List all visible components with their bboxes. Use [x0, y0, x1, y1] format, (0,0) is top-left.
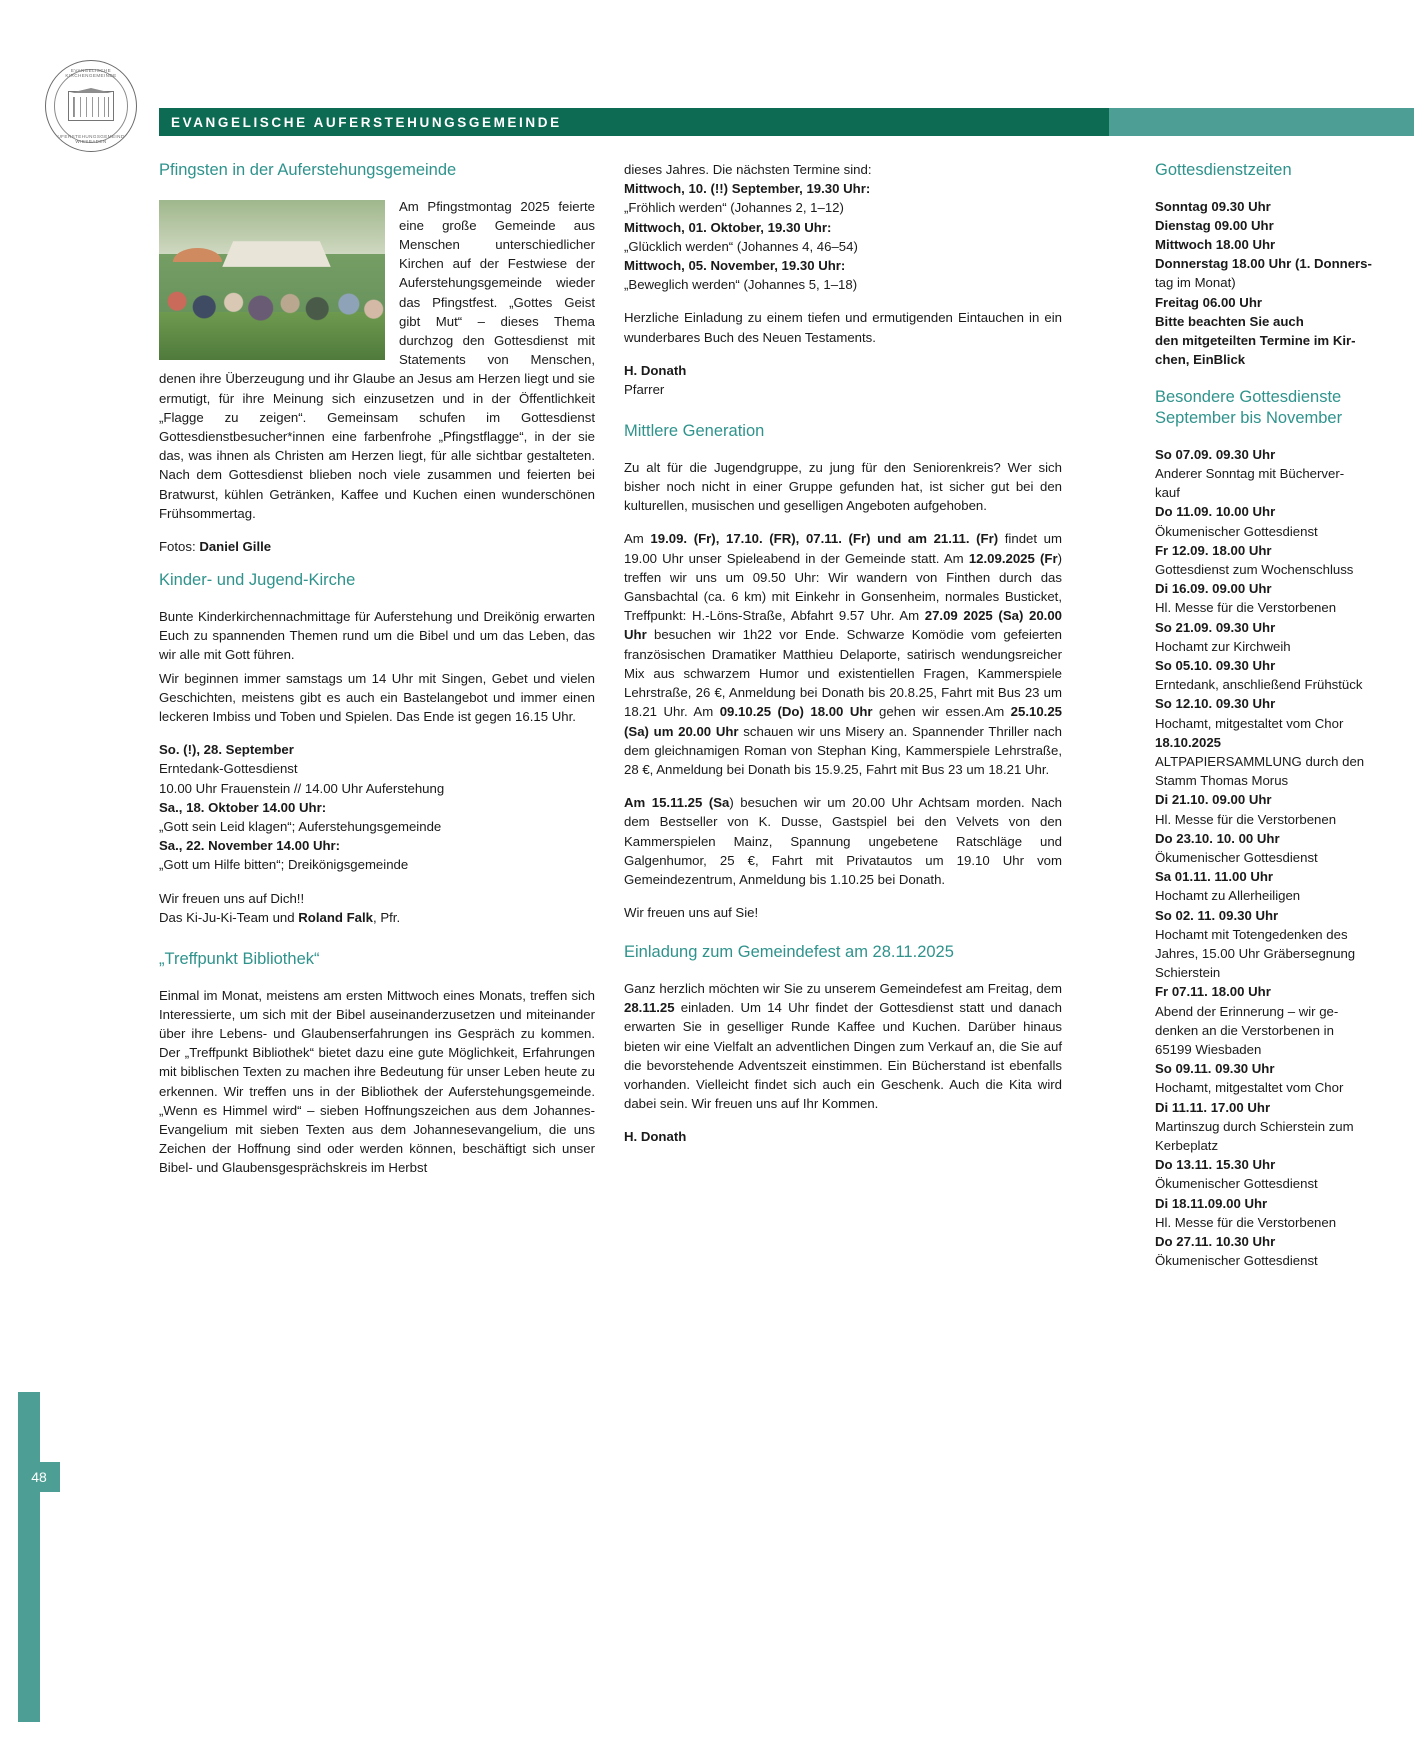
service-date: So 02. 11. 09.30 Uhr [1155, 907, 1279, 923]
service-date: Fr 07.11. 18.00 Uhr [1155, 984, 1271, 1000]
signature-name: H. Donath [624, 362, 687, 378]
seal-bottom-text: AUFERSTEHUNGSGEMEINDE WIESBADEN [54, 134, 128, 144]
photo-credit [159, 537, 595, 556]
column-right [1155, 160, 1413, 1270]
service-date: Do 11.09. 10.00 Uhr [1155, 504, 1276, 520]
service-date: So 21.09. 09.30 Uhr [1155, 619, 1276, 635]
service-date: Do 27.11. 10.30 Uhr [1155, 1234, 1276, 1250]
prog-date: Am 15.11.25 (Sa [624, 795, 730, 811]
service-time-note: tag im Monat) [1155, 275, 1236, 291]
prog-date: 12.09.2025 (Fr [968, 550, 1058, 566]
paragraph-kiju-2: Wir beginnen immer samstags um 14 Uhr mit Singen, Gebet und vielen Geschichten, meistens gibt es auch ein Bastelangebot und immer einen leckeren Imbiss und Toben und Spielen. Das Ende ist gegen 16.15 Uhr. [159, 670, 595, 724]
event-kiju-1 [159, 740, 595, 874]
service-desc: Hochamt zur Kirchweih [1155, 638, 1291, 654]
service-desc: Hochamt, mitgestaltet vom Chor [1155, 1080, 1344, 1096]
service-desc: Hl. Messe für die Verstorbenen [1155, 811, 1337, 827]
service-desc: Schierstein [1155, 965, 1221, 981]
event-date: Sa., 22. November 14.00 Uhr: [159, 838, 341, 854]
prog-date: 09.10.25 (Do) 18.00 Uhr [719, 704, 873, 720]
prog-text: ) treffen wir uns um 09.50 Uhr: Wir wandern von Finthen durch das Gansbachtal (ca. 6 km) mit Einkehr in Gonsenheim, normales Busticket, Treffpunkt: H.-Löns-Straße, Abfahrt 9.57 Uhr. Am [624, 550, 1062, 624]
event-detail: Erntedank-Gottesdienst [159, 761, 298, 777]
seal-church-illustration [68, 91, 114, 121]
paragraph-kiju-closing [159, 889, 595, 927]
prog-text: ) besuchen wir um 20.00 Uhr Achtsam morden. Nach dem Bestseller von K. Dusse, Gastspiel bei den Velvets von den Kammerspielen Mainz, Spannung ungebetene Ratschläge und Galgenhumor, 25 €, Fahrt mit Privatautos um 19.10 Uhr vom Gemeindezentrum, Anmeldung bis 1.10.25 bei Donath. [624, 795, 1062, 887]
column-middle [624, 160, 1062, 1147]
service-time: Sonntag 09.30 Uhr [1155, 198, 1271, 214]
gf-text: einladen. Um 14 Uhr findet der Gottesdienst statt und danach erwarten Sie in geselliger Runde Kaffee und Kuchen. Darüber hinaus bieten wir eine Vielfalt an adventlichen Dingen zum Verkauf an, die Sie auf die bevorstehende Adventszeit einstimmen. Ein Bücherstand ist ebenfalls vorhanden. Vielleicht findet sich auch ein Geschenk. Auch die Kita wird dabei sein. Wir freuen uns auf Ihr Kommen. [624, 1000, 1062, 1112]
service-time: Mittwoch 18.00 Uhr [1155, 237, 1276, 253]
service-desc: Jahres, 15.00 Uhr Gräbersegnung [1155, 945, 1356, 961]
heading-treffpunkt-bibliothek: „Treffpunkt Bibliothek“ [159, 949, 320, 968]
paragraph-gemeindefest [624, 979, 1062, 1113]
heading-besondere-gottesdienste [1155, 387, 1413, 428]
prog-text: findet um 19.00 Uhr unser Spieleabend in der Gemeinde statt. Am [624, 531, 1062, 566]
signature-role: Pfarrer [624, 382, 665, 398]
continuation-text: dieses Jahres. Die nächsten Termine sind: [624, 162, 872, 177]
service-desc: Ökumenischer Gottesdienst [1155, 523, 1318, 539]
event-date: Mittwoch, 05. November, 19.30 Uhr: [624, 258, 846, 274]
gf-date: 28.11.25 [624, 1000, 675, 1016]
page-title: EVANGELISCHE AUFERSTEHUNGSGEMEINDE [171, 114, 562, 130]
service-notice: Bitte beachten Sie auch [1155, 313, 1304, 329]
paragraph-pfingsten: Am Pfingstmontag 2025 feierte eine große Gemeinde aus Menschen unterschiedlicher Kirchen auf der Festwiese der Auferstehungsgemeinde wieder das Pfingstfest. „Gottes Geist gibt Mut“ – dieses Thema durchzog den Gottesdienst mit Statements von Menschen, denen ihre Überzeugung und ihr Glaube an Jesus am Herzen liegt und sie ermutigt, für ihre Meinung sich einzusetzen und in der Öffentlichkeit „Flagge zu zeigen“. Gemeinsam schufen im Gottesdienst Gottesdienstbesucher*innen eine farbenfrohe „Pfingstflagge“, in der sie das, was ihnen als Christen am Herzen liegt, für alle sichtbar gestalteten. Nach dem Gottesdienst blieben noch viele zusammen und feierten bei Bratwurst, kühlen Getränken, Kaffee und Kuchen einen wunderschönen Frühsommertag. [159, 198, 595, 521]
service-time: Donnerstag 18.00 Uhr (1. Donners- [1155, 256, 1372, 272]
prog-text: gehen wir essen.Am [872, 704, 1011, 720]
service-date: Sa 01.11. 11.00 Uhr [1155, 869, 1274, 885]
event-date: Mittwoch, 01. Oktober, 19.30 Uhr: [624, 219, 832, 235]
heading-line-1: Besondere Gottesdienste [1155, 388, 1342, 407]
service-desc: Hl. Messe für die Verstorbenen [1155, 600, 1337, 616]
closing-line-1: Wir freuen uns auf Dich!! [159, 890, 305, 906]
gf-text: Ganz herzlich möchten wir Sie zu unserem Gemeindefest am Freitag, dem [624, 980, 1062, 996]
section-header-bar [159, 108, 1414, 136]
prog-date: 27.09 2025 (Sa) 20.00 Uhr [624, 608, 1062, 643]
signature-block-donath [624, 1127, 1062, 1146]
service-date: Di 21.10. 09.00 Uhr [1155, 792, 1272, 808]
prog-date: 25.10.25 (Sa) um 20.00 Uhr [624, 704, 1063, 739]
paragraph-einladung: Herzliche Einladung zu einem tiefen und ermutigenden Eintauchen in ein wunderbares Buch des Neuen Testaments. [624, 310, 1062, 345]
paragraph-mittlere: Zu alt für die Jugendgruppe, zu jung für den Seniorenkreis? Wer sich bisher noch nicht in einer Gruppe gefunden hat, ist sicher gut bei den kulturellen, musischen und geselligen Angeboten aufgehoben. [624, 459, 1062, 514]
heading-gottesdienstzeiten: Gottesdienstzeiten [1155, 161, 1292, 179]
service-date: So 05.10. 09.30 Uhr [1155, 657, 1276, 673]
service-desc: Erntedank, anschließend Frühstück [1155, 677, 1363, 693]
bibliothek-continuation [624, 160, 1062, 294]
service-desc: Ökumenischer Gottesdienst [1155, 1176, 1318, 1192]
paragraph-programm-2 [624, 793, 1062, 889]
service-date: Fr 12.09. 18.00 Uhr [1155, 542, 1272, 558]
closing-line-2 [159, 908, 595, 927]
column-left [159, 160, 595, 1178]
header-accent-block [1109, 108, 1414, 136]
heading-line-2: September bis November [1155, 409, 1343, 428]
prog-text: Am [624, 531, 651, 547]
parish-seal [45, 60, 137, 152]
service-date: Do 13.11. 15.30 Uhr [1155, 1157, 1276, 1173]
paragraph-mittlere-closing: Wir freuen uns auf Sie! [624, 905, 759, 921]
service-desc: Hochamt zu Allerheiligen [1155, 888, 1301, 904]
service-date: So 09.11. 09.30 Uhr [1155, 1061, 1275, 1077]
page-edge-accent [18, 1392, 40, 1722]
photo-credit-name: Daniel Gille [199, 539, 272, 555]
event-date: So. (!), 28. September [159, 742, 294, 758]
service-date: 18.10.2025 [1155, 734, 1222, 750]
service-date: So 07.09. 09.30 Uhr [1155, 446, 1276, 462]
signature-name: H. Donath [624, 1129, 687, 1145]
service-date: Di 16.09. 09.00 Uhr [1155, 581, 1272, 597]
photo-credit-label: Fotos: [159, 539, 200, 555]
service-desc: Anderer Sonntag mit Bücherver- [1155, 465, 1345, 481]
service-desc: Hochamt, mitgestaltet vom Chor [1155, 715, 1344, 731]
service-desc: Gottesdienst zum Wochenschluss [1155, 561, 1354, 577]
paragraph-programm-1 [624, 529, 1062, 779]
photo-pfingstfest [159, 200, 385, 360]
service-desc: Kerbeplatz [1155, 1138, 1219, 1154]
page-number: 48 [18, 1462, 60, 1492]
photo-crowd [159, 267, 385, 325]
service-date: Di 11.11. 17.00 Uhr [1155, 1099, 1271, 1115]
service-date: So 12.10. 09.30 Uhr [1155, 696, 1276, 712]
service-notice: den mitgeteilten Termine im Kir- [1155, 333, 1356, 349]
service-date: Do 23.10. 10. 00 Uhr [1155, 830, 1280, 846]
service-desc: Abend der Erinnerung – wir ge- [1155, 1003, 1339, 1019]
photo-tent [222, 241, 330, 267]
service-desc: Hochamt mit Totengedenken des [1155, 926, 1348, 942]
service-desc: Ökumenischer Gottesdienst [1155, 849, 1318, 865]
service-desc: 65199 Wiesbaden [1155, 1042, 1262, 1057]
event-detail: „Beweglich werden“ (Johannes 5, 1–18) [624, 277, 858, 293]
service-desc: Martinszug durch Schierstein zum [1155, 1118, 1354, 1134]
service-desc: Ökumenischer Gottesdienst [1155, 1253, 1318, 1269]
signature-name: Roland Falk [298, 909, 373, 925]
service-desc: denken an die Verstorbenen in [1155, 1022, 1334, 1038]
service-times-block [1155, 197, 1413, 370]
heading-gemeindefest: Einladung zum Gemeindefest am 28.11.2025 [624, 943, 954, 962]
event-detail: „Gott sein Leid klagen“; Auferstehungsgemeinde [159, 818, 442, 834]
event-date: Mittwoch, 10. (!!) September, 19.30 Uhr: [624, 181, 871, 197]
event-date: Sa., 18. Oktober 14.00 Uhr: [159, 799, 327, 815]
service-notice: chen, EinBlick [1155, 352, 1246, 368]
service-date: Di 18.11.09.00 Uhr [1155, 1195, 1268, 1211]
closing-prefix: Das Ki-Ju-Ki-Team und [159, 909, 299, 925]
closing-suffix: , Pfr. [373, 909, 401, 925]
service-desc: Hl. Messe für die Verstorbenen [1155, 1214, 1337, 1230]
heading-mittlere-generation: Mittlere Generation [624, 422, 765, 441]
service-time: Freitag 06.00 Uhr [1155, 294, 1263, 310]
event-detail: „Gott um Hilfe bitten“; Dreikönigsgemeinde [159, 857, 409, 873]
event-detail: 10.00 Uhr Frauenstein // 14.00 Uhr Auferstehung [159, 780, 445, 796]
service-desc: ALTPAPIERSAMMLUNG durch den [1155, 753, 1365, 769]
prog-dates: 19.09. (Fr), 17.10. (FR), 07.11. (Fr) und am 21.11. (Fr) [650, 531, 999, 547]
service-time: Dienstag 09.00 Uhr [1155, 217, 1274, 233]
event-detail: „Fröhlich werden“ (Johannes 2, 1–12) [624, 200, 844, 216]
heading-pfingsten: Pfingsten in der Auferstehungsgemeinde [159, 161, 457, 179]
paragraph-bibliothek: Einmal im Monat, meistens am ersten Mittwoch eines Monats, treffen sich Interessierte, um sich mit der Bibel auseinanderzusetzen und miteinander über ihre Lebens- und Glaubenserfahrungen ins Gespräch zu kommen. Der „Treffpunkt Bibliothek“ bietet dazu eine gute Möglichkeit, Erfahrungen mit biblischen Texten zu machen ihre Bedeutung für unser Leben heute zu erkennen. Wir treffen uns in der Bibliothek der Auferstehungsgemeinde. „Wenn es Himmel wird“ – sieben Hoffnungszeichen aus dem Johannes-Evangelium mit sieben Texten aus dem Johannesevangelium, die uns Zeichen der Hoffnung sind oder werden können, beschäftigt sich unser Bibel- und Glaubensgesprächskreis im Herbst [159, 987, 595, 1176]
seal-top-text: EVANGELISCHE KIRCHENGEMEINDE [65, 68, 117, 78]
service-desc: kauf [1155, 485, 1180, 501]
heading-kinder-jugend-kirche: Kinder- und Jugend-Kirche [159, 571, 356, 590]
signature-block-falk [624, 361, 1062, 399]
event-detail: „Glücklich werden“ (Johannes 4, 46–54) [624, 238, 858, 254]
service-desc: Stamm Thomas Morus [1155, 773, 1289, 789]
special-services-list [1155, 445, 1413, 1271]
prog-text: schauen wir uns Misery an. Spannender Thriller nach dem gleichnamigen Roman von Stephan King, Kammerspiele Lehrstraße, 28 €, Anmeldung bei Donath bis 15.9.25, Fahrt mit Bus 23 um 18.21 Uhr. [624, 723, 1062, 777]
paragraph-kiju-1: Bunte Kinderkirchennachmittage für Auferstehung und Dreikönig erwarten Euch zu spannenden Themen rund um die Bibel und um das Leben, das wir alle mit Gott führen. [159, 608, 595, 663]
prog-text: besuchen wir 1h22 vor Ende. Schwarze Komödie vom gefeierten französischen Dramatiker Matthieu Delaporte, satirisch wendungsreicher Mix aus schwarzem Humor und existentiellen Fragen, Kammerspiele Lehrstraße, 26 €, Anmeldung bei Donath bis 20.8.25, Fahrt mit Bus 23 um 18.21 Uhr. Am [624, 627, 1062, 720]
